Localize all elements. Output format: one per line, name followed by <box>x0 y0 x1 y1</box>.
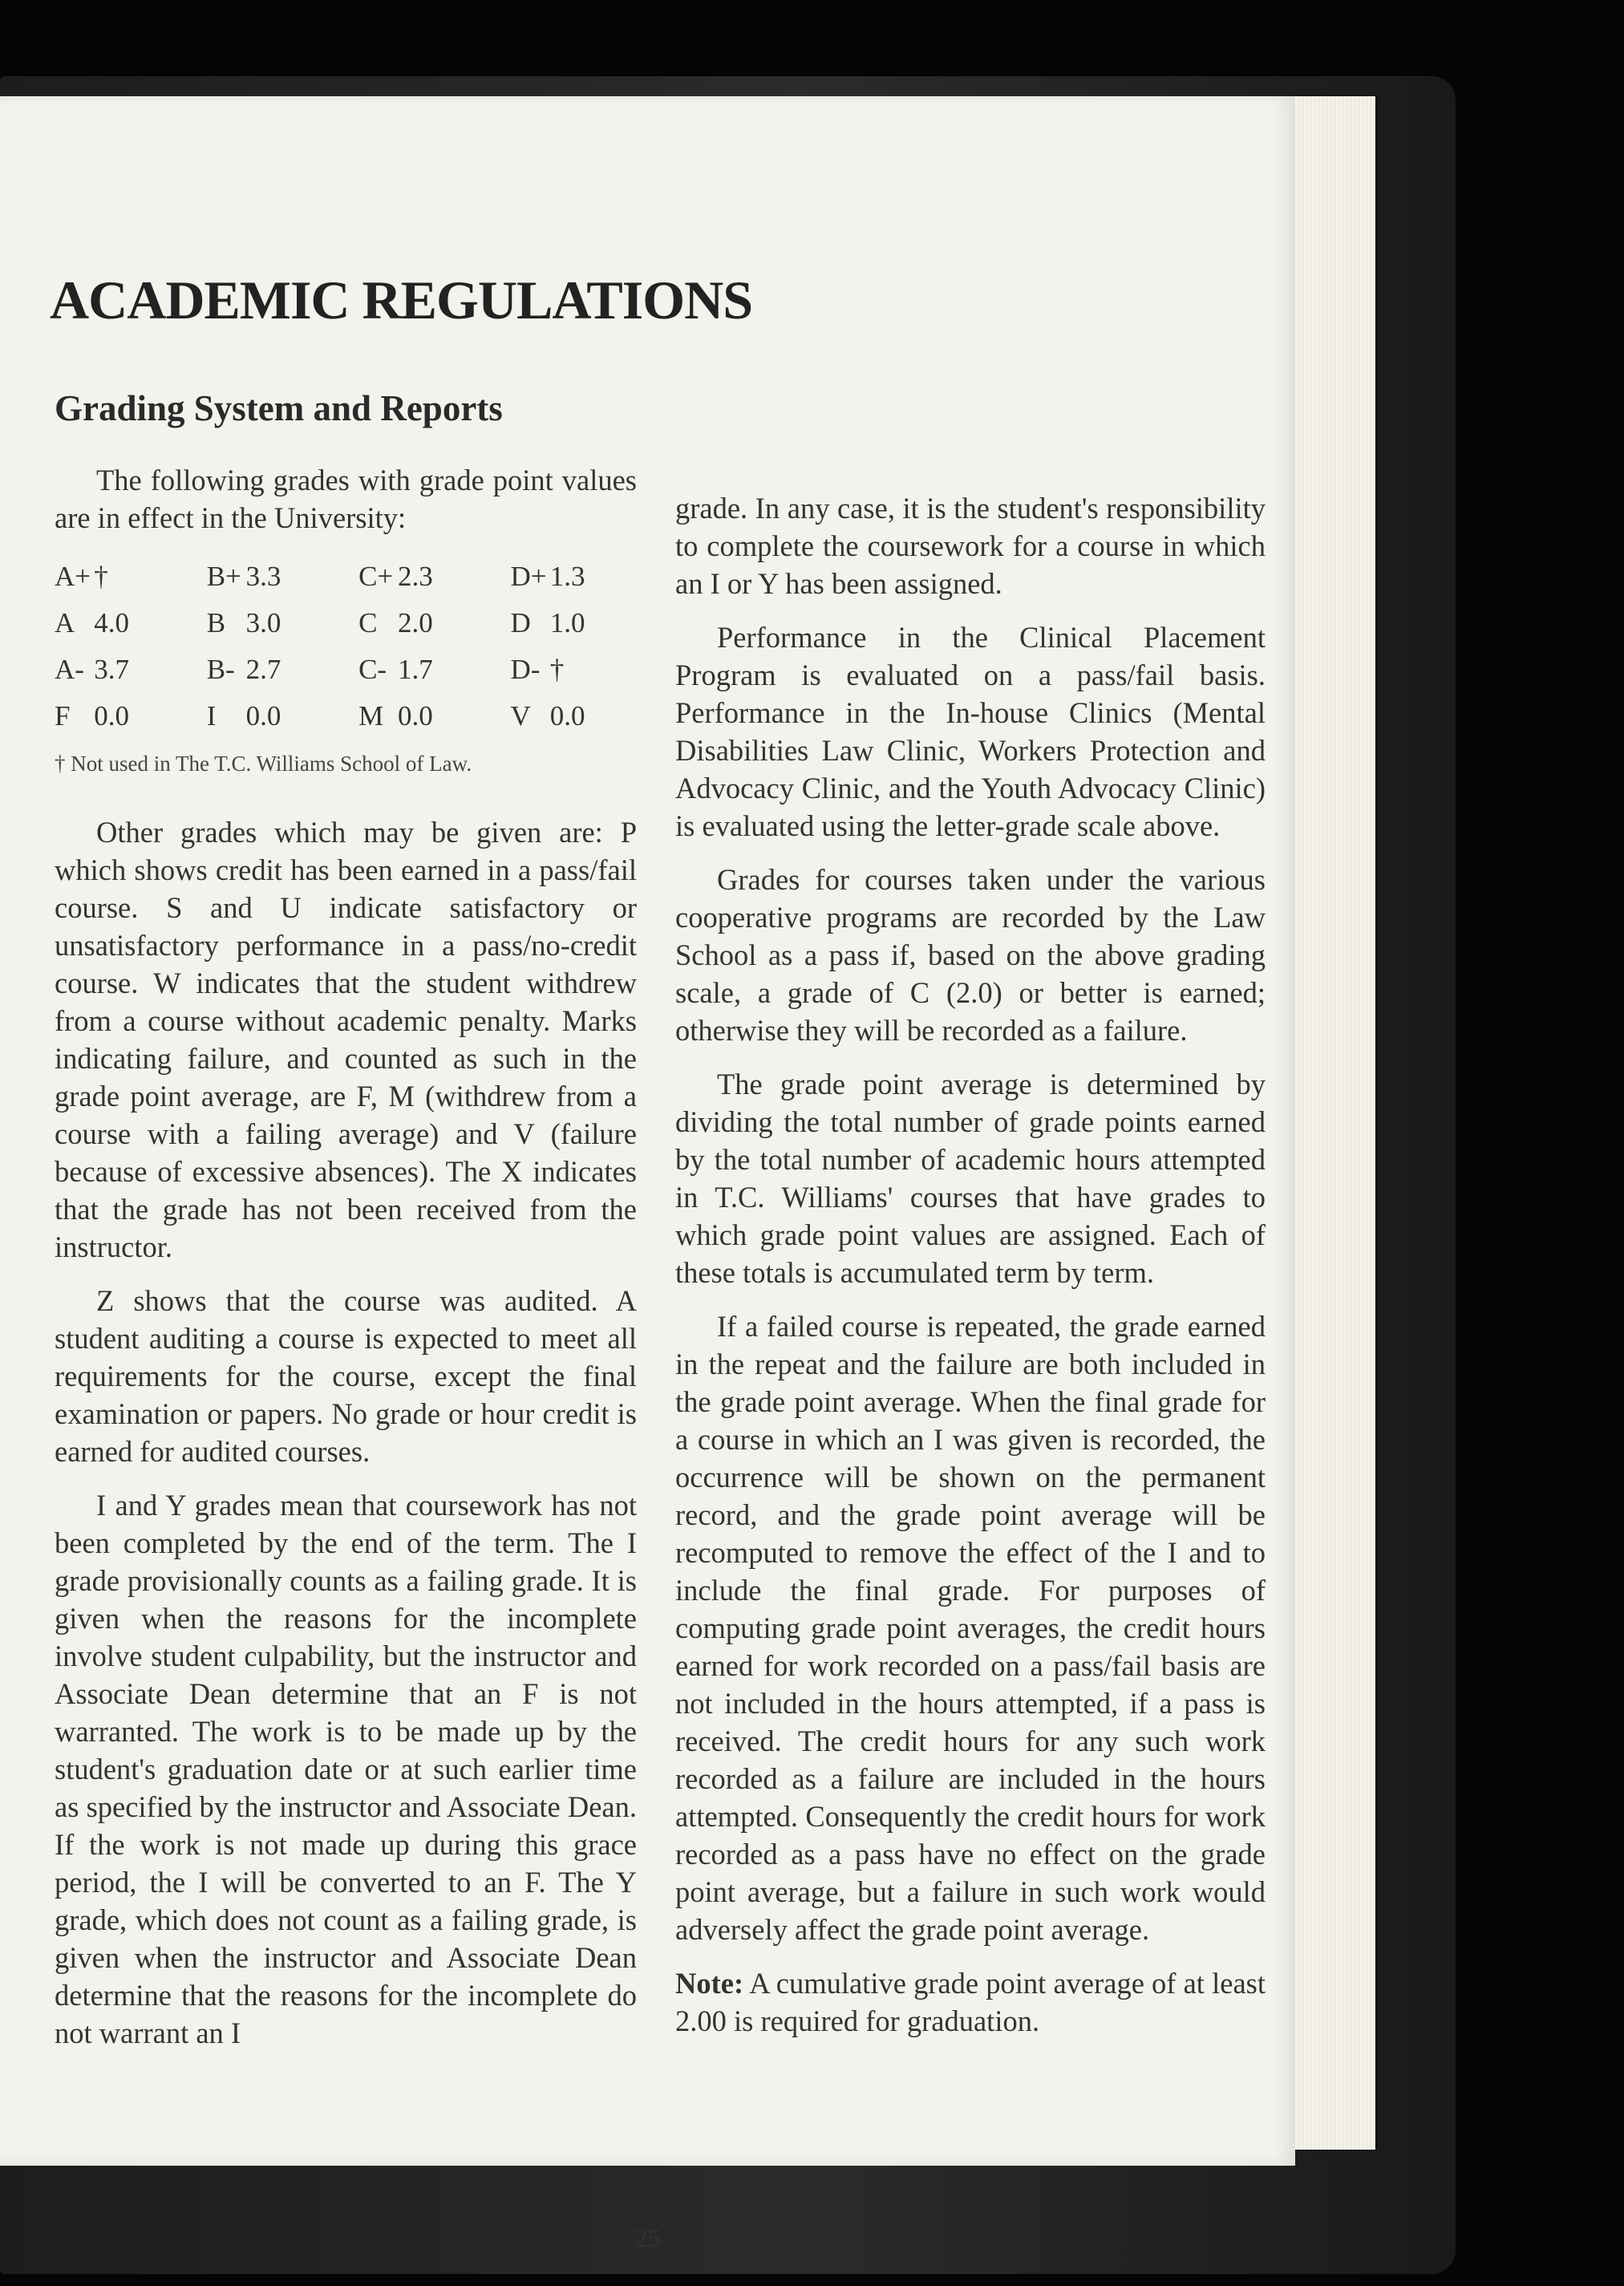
grade-value: 3.7 <box>94 653 129 685</box>
grade-table <box>55 553 637 739</box>
grade-value: 2.3 <box>398 560 433 592</box>
footnote: † Not used in The T.C. Williams School of Law. <box>55 752 472 776</box>
grade-letter: D <box>510 606 531 638</box>
page-edges <box>1291 96 1375 2150</box>
page-number: 25 <box>634 2223 661 2252</box>
note-text: A cumulative grade point average of at least 2.00 is required for graduation. <box>675 1967 1266 2037</box>
paragraph-continuation: grade. In any case, it is the student's responsibility to complete the coursework for a course in which an I or Y has been assigned. <box>675 492 1266 600</box>
grade-value: 0.0 <box>549 699 585 732</box>
grade-value: † <box>94 560 108 592</box>
paragraph-audit: Z shows that the course was audited. A student auditing a course is expected to meet all requirements for the course, except the final examination or papers. No grade or hour credit is earned for audited courses. <box>55 1284 637 1468</box>
grade-letter: F <box>55 699 71 732</box>
grade-value: 0.0 <box>398 699 433 732</box>
paragraph-cooperative: Grades for courses taken under the various cooperative programs are recorded by the Law School as a pass if, based on the above grading scale, a grade of C (2.0) or better is earned; otherwise they will be recorded as a failure. <box>675 863 1266 1047</box>
grade-row <box>55 599 637 646</box>
grade-letter: D- <box>510 653 541 685</box>
book-page <box>0 96 1295 2252</box>
grade-letter: B <box>206 606 226 638</box>
intro-paragraph: The following grades with grade point values are in effect in the University: <box>55 464 637 534</box>
grade-value: 2.0 <box>398 606 433 638</box>
note-paragraph <box>675 1964 1266 2040</box>
grade-letter: V <box>510 699 531 732</box>
grade-letter: A+ <box>55 560 91 592</box>
grade-value: 4.0 <box>94 606 129 638</box>
note-label: Note: <box>675 1967 744 2000</box>
grade-value: 1.0 <box>549 606 585 638</box>
grade-letter: I <box>206 699 217 732</box>
paragraph-incomplete: I and Y grades mean that coursework has not been completed by the end of the term. The I grade provisionally counts as a failing grade. It is given when the reasons for the incomplete involve student culpability, but the instructor and Associate Dean determine that an F is not warranted. The work is to be made up by the student's graduation date or at such earlier time as specified by the instructor and Associate Dean. If the work is not made up during this grace period, the I will be converted to an F. The Y grade, which does not count as a failing grade, is given when the instructor and Associate Dean determine that the reasons for the incomplete do not warrant an I <box>55 1489 637 2049</box>
left-column <box>55 461 637 2068</box>
grade-row <box>55 646 637 692</box>
page-title: ACADEMIC REGULATIONS <box>50 270 753 330</box>
grade-value: 1.3 <box>549 560 585 592</box>
grade-letter: M <box>358 699 384 732</box>
right-column <box>675 489 1266 2056</box>
grade-letter: A <box>55 606 75 638</box>
grade-value: 1.7 <box>398 653 433 685</box>
grade-letter: C <box>358 606 378 638</box>
paragraph-gpa: The grade point average is determined by dividing the total number of grade points earned by the total number of academic hours attempted in T.C. Williams' courses that have grades to which grade point values are assigned. Each of these totals is accumulated term by term. <box>675 1068 1266 1289</box>
grade-row <box>55 553 637 599</box>
grade-value: 2.7 <box>245 653 281 685</box>
paragraph-clinical: Performance in the Clinical Placement Program is evaluated on a pass/fail basis. Performance in the In-house Clinics (Mental Disabilities Law Clinic, Workers Protection and Advocacy Clinic, and the Youth Advocacy Clinic) is evaluated using the letter-grade scale above. <box>675 621 1266 842</box>
grade-letter: B- <box>206 653 235 685</box>
grade-letter: B+ <box>206 560 241 592</box>
grade-value: 3.3 <box>245 560 281 592</box>
paragraph-other-grades: Other grades which may be given are: P which shows credit has been earned in a pass/fail course. S and U indicate satisfactory or unsatisfactory performance in a pass/no-credit course. W indicates that the student withdrew from a course without academic penalty. Marks indicating failure, and counted as such in the grade point average, are F, M (withdrew from a course with a failing average) and V (failure because of excessive absences). The X indicates that the grade has not been received from the instructor. <box>55 816 637 1263</box>
grade-letter: C- <box>358 653 387 685</box>
grade-letter: D+ <box>510 560 547 592</box>
grade-value: † <box>549 653 565 685</box>
grade-value: 0.0 <box>245 699 281 732</box>
grade-letter: C+ <box>358 560 394 592</box>
grade-letter: A- <box>55 653 84 685</box>
grade-value: 3.0 <box>245 606 281 638</box>
grade-row <box>55 692 637 739</box>
section-heading: Grading System and Reports <box>55 388 503 428</box>
paragraph-repeat: If a failed course is repeated, the grade earned in the repeat and the failure are both included in the grade point average. When the final grade for a course in which an I was given is recorded, the occurrence will be shown on the permanent record, and the grade point average will be recomputed to remove the effect of the I and to include the final grade. For purposes of computing grade point averages, the credit hours earned for work recorded on a pass/fail basis are not included in the hours attempted, if a pass is received. The credit hours for any such work recorded as a failure are included in the hours attempted. Consequently the credit hours for work recorded as a pass have no effect on the grade point average, but a failure in such work would adversely affect the grade point average. <box>675 1310 1266 1946</box>
grade-value: 0.0 <box>94 699 129 732</box>
